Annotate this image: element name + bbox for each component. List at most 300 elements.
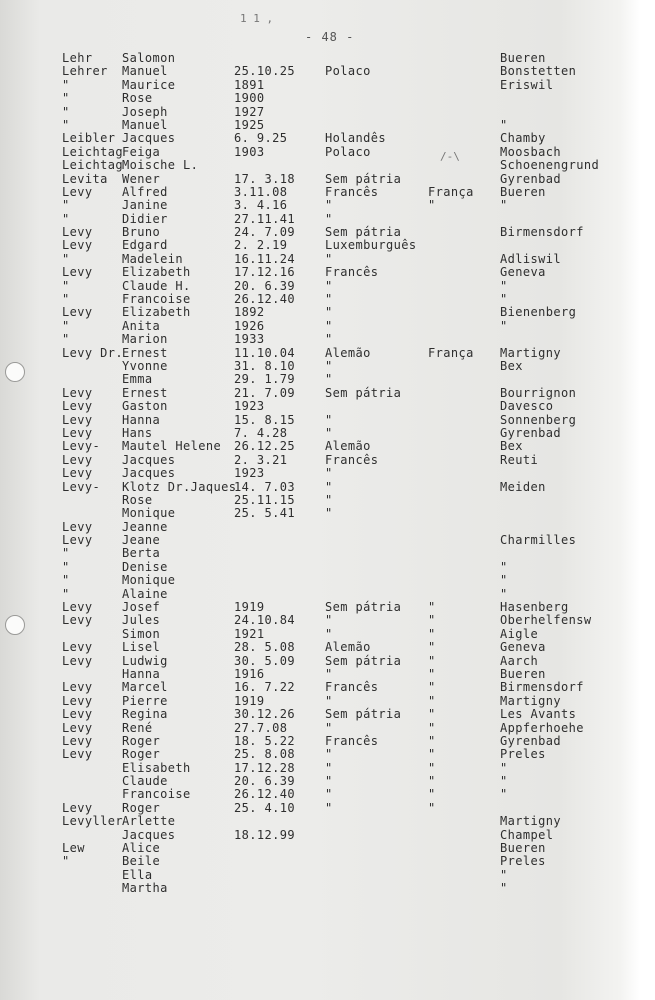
register-row [0,628,655,641]
row-place: Adliswil [500,251,561,266]
row-nationality: " [325,693,333,708]
row-nationality: " [325,666,333,681]
row-given: Bruno [122,225,161,240]
row-nationality: Alemão [325,439,371,454]
register-row [0,588,655,601]
row-place: " [500,881,508,896]
row-date: 1927 [234,104,265,119]
page-number: - 48 - [305,30,355,44]
row-place: " [500,318,508,333]
row-surname: Levy [62,600,93,615]
row-given: Wener [122,171,161,186]
row-place: Bonstetten [500,64,577,79]
row-nationality: Alemão [325,640,371,655]
row-nationality: " [325,760,333,775]
register-row [0,92,655,105]
register-row [0,360,655,373]
row-date: 25. 8.08 [234,747,295,762]
register-row [0,668,655,681]
top-handwritten-mark: 1 1 , [240,12,274,25]
row-place: Gyrenbad [500,733,561,748]
row-date: 6. 9.25 [234,131,288,146]
row-surname: Levy [62,613,93,628]
row-country: " [428,640,436,655]
register-row [0,173,655,186]
row-surname: Levy [62,184,93,199]
register-row [0,199,655,212]
row-date: 30.12.26 [234,707,295,722]
row-date: 3.11.08 [234,184,288,199]
row-given: Rose [122,492,153,507]
row-nationality: Luxemburguês [325,238,417,253]
register-row [0,521,655,534]
register-row [0,775,655,788]
row-given: Yvonne [122,358,168,373]
row-surname: Leibler [62,131,116,146]
row-nationality: " [325,626,333,641]
register-row [0,547,655,560]
row-place: Aigle [500,626,539,641]
row-given: Hanna [122,412,161,427]
row-place: Bueren [500,184,546,199]
row-place: Geneva [500,640,546,655]
row-given: Roger [122,747,161,762]
row-place: Sonnenberg [500,412,577,427]
row-nationality: " [325,506,333,521]
row-nationality: Francês [325,680,379,695]
row-place: Bienenberg [500,305,577,320]
row-given: Jeane [122,533,161,548]
row-surname: Levy [62,452,93,467]
register-row [0,507,655,520]
register-row [0,722,655,735]
row-date: 1933 [234,332,265,347]
row-date: 16.11.24 [234,251,295,266]
row-date: 31. 8.10 [234,358,295,373]
row-country: " [428,800,436,815]
row-date: 25.11.15 [234,492,295,507]
row-nationality: " [325,332,333,347]
row-surname: Levy [62,680,93,695]
row-date: 1925 [234,117,265,132]
row-place: Preles [500,854,546,869]
row-nationality: " [325,800,333,815]
row-place: " [500,867,508,882]
row-given: Rose [122,91,153,106]
row-given: Alaine [122,586,168,601]
row-country: França [428,345,474,360]
row-surname: Levy [62,412,93,427]
row-surname: " [62,586,70,601]
register-row [0,132,655,145]
row-given: Roger [122,800,161,815]
row-nationality: " [325,466,333,481]
row-given: Ludwig [122,653,168,668]
row-surname: Levy- [62,439,101,454]
register-row [0,695,655,708]
row-surname: Levita [62,171,108,186]
row-nationality: Francês [325,184,379,199]
register-row [0,815,655,828]
register-row [0,119,655,132]
row-surname: Levy [62,305,93,320]
row-given: Simon [122,626,161,641]
row-date: 16. 7.22 [234,680,295,695]
register-row [0,842,655,855]
row-place: " [500,573,508,588]
row-place: " [500,760,508,775]
row-date: 1919 [234,600,265,615]
row-country: França [428,184,474,199]
row-place: Les Avants [500,707,577,722]
row-surname: " [62,211,70,226]
register-row [0,481,655,494]
row-given: Emma [122,372,153,387]
row-place: Bueren [500,51,546,65]
row-surname: " [62,198,70,213]
row-surname: " [62,251,70,266]
register-row [0,65,655,78]
row-date: 15. 8.15 [234,412,295,427]
row-surname: Levy Dr. [62,345,123,360]
row-date: 27.7.08 [234,720,288,735]
row-nationality: " [325,358,333,373]
row-date: 26.12.40 [234,292,295,307]
row-surname: Lehrer [62,64,108,79]
register-row [0,641,655,654]
row-country: " [428,653,436,668]
row-surname: " [62,546,70,561]
register-rows [0,52,655,896]
row-given: Gaston [122,399,168,414]
row-given: Elizabeth [122,265,191,280]
row-given: Manuel [122,64,168,79]
row-surname: " [62,77,70,92]
register-row [0,574,655,587]
row-surname: Levy- [62,479,101,494]
register-row [0,79,655,92]
row-country: " [428,720,436,735]
register-row [0,414,655,427]
row-country: " [428,600,436,615]
row-surname: Levy [62,466,93,481]
register-row [0,400,655,413]
row-nationality: " [325,305,333,320]
register-row [0,293,655,306]
row-given: Arlette [122,814,176,829]
row-date: 28. 5.08 [234,640,295,655]
row-given: Monique [122,573,176,588]
row-date: 17.12.16 [234,265,295,280]
row-date: 1916 [234,666,265,681]
row-surname: " [62,292,70,307]
row-surname: Leichtag [62,144,123,159]
register-row [0,253,655,266]
row-place: Gyrenbad [500,171,561,186]
row-date: 24.10.84 [234,613,295,628]
row-country: " [428,787,436,802]
row-date: 18. 5.22 [234,733,295,748]
row-place: Champel [500,827,554,842]
register-row [0,762,655,775]
row-nationality: Francês [325,265,379,280]
row-surname: Levy [62,385,93,400]
row-given: Jeanne [122,519,168,534]
row-surname: Levy [62,533,93,548]
register-row [0,226,655,239]
row-place: Moosbach [500,144,561,159]
row-surname: Lehr [62,51,93,65]
row-place: Chamby [500,131,546,146]
row-place: Schoenengrund [500,158,600,173]
row-nationality: " [325,787,333,802]
row-nationality: Sem pátria [325,385,402,400]
row-country: " [428,666,436,681]
row-date: 25. 5.41 [234,506,295,521]
row-given: Anita [122,318,161,333]
row-country: " [428,198,436,213]
row-nationality: Sem pátria [325,225,402,240]
row-place: Geneva [500,265,546,280]
row-surname: Levy [62,800,93,815]
row-given: Regina [122,707,168,722]
row-nationality: " [325,412,333,427]
row-place: Appferhoehe [500,720,584,735]
row-nationality: " [325,198,333,213]
row-place: " [500,278,508,293]
row-nationality: " [325,292,333,307]
row-date: 27.11.41 [234,211,295,226]
row-surname: " [62,104,70,119]
row-given: Madelein [122,251,183,266]
register-row [0,855,655,868]
register-row [0,373,655,386]
row-nationality: Sem pátria [325,707,402,722]
row-date: 11.10.04 [234,345,295,360]
register-row [0,534,655,547]
row-nationality: " [325,372,333,387]
row-date: 25.10.25 [234,64,295,79]
row-date: 29. 1.79 [234,372,295,387]
row-date: 25. 4.10 [234,800,295,815]
row-date: 2. 3.21 [234,452,288,467]
row-place: Martigny [500,814,561,829]
register-row [0,735,655,748]
register-row [0,614,655,627]
row-given: Ella [122,867,153,882]
row-date: 17.12.28 [234,760,295,775]
row-date: 1919 [234,693,265,708]
row-place: Aarch [500,653,539,668]
row-given: Francoise [122,292,191,307]
row-given: Didier [122,211,168,226]
register-row [0,829,655,842]
row-date: 20. 6.39 [234,774,295,789]
row-place: " [500,586,508,601]
row-given: Berta [122,546,161,561]
row-date: 1923 [234,466,265,481]
row-place: " [500,292,508,307]
register-row [0,239,655,252]
row-surname: Levy [62,653,93,668]
row-given: Monique [122,506,176,521]
row-place: Birmensdorf [500,225,584,240]
register-row [0,467,655,480]
row-place: Hasenberg [500,600,569,615]
row-nationality: " [325,747,333,762]
register-row [0,601,655,614]
row-given: Josef [122,600,161,615]
register-row [0,427,655,440]
register-row [0,655,655,668]
row-date: 26.12.40 [234,787,295,802]
row-date: 7. 4.28 [234,425,288,440]
row-surname: " [62,573,70,588]
row-surname: Levy [62,707,93,722]
row-given: Claude H. [122,278,191,293]
register-row [0,454,655,467]
row-surname: " [62,854,70,869]
row-country: " [428,680,436,695]
row-country: " [428,733,436,748]
row-given: Jacques [122,466,176,481]
row-given: Martha [122,881,168,896]
row-given: Feiga [122,144,161,159]
row-date: 26.12.25 [234,439,295,454]
row-given: Claude [122,774,168,789]
row-nationality: " [325,211,333,226]
row-surname: Levy [62,640,93,655]
register-row [0,213,655,226]
side-ink-mark: /-\ [440,150,460,163]
row-given: Jacques [122,452,176,467]
row-surname: Levy [62,733,93,748]
row-given: Ernest [122,345,168,360]
row-nationality: " [325,479,333,494]
row-nationality: " [325,278,333,293]
row-country: " [428,760,436,775]
register-row [0,333,655,346]
row-nationality: Francês [325,733,379,748]
row-country: " [428,626,436,641]
row-nationality: " [325,613,333,628]
row-given: Elisabeth [122,760,191,775]
row-date: 14. 7.03 [234,479,295,494]
row-nationality: " [325,720,333,735]
row-place: " [500,774,508,789]
register-row [0,561,655,574]
row-date: 21. 7.09 [234,385,295,400]
row-nationality: Holandês [325,131,386,146]
row-given: Pierre [122,693,168,708]
row-surname: Levy [62,265,93,280]
row-place: Bueren [500,841,546,856]
row-given: Alfred [122,184,168,199]
row-nationality: Polaco [325,144,371,159]
register-row [0,320,655,333]
row-place: Bueren [500,666,546,681]
register-row [0,266,655,279]
row-place: " [500,117,508,132]
row-given: Marcel [122,680,168,695]
row-date: 17. 3.18 [234,171,295,186]
row-given: Mautel Helene [122,439,222,454]
row-place: Bourrignon [500,385,577,400]
row-nationality: Sem pátria [325,600,402,615]
row-place: Bex [500,439,523,454]
register-row [0,347,655,360]
row-place: " [500,787,508,802]
row-place: Birmensdorf [500,680,584,695]
register-row [0,708,655,721]
row-date: 18.12.99 [234,827,295,842]
row-given: René [122,720,153,735]
row-place: Bex [500,358,523,373]
register-row [0,280,655,293]
row-given: Hans [122,425,153,440]
row-date: 1891 [234,77,265,92]
row-given: Lisel [122,640,161,655]
row-country: " [428,774,436,789]
row-given: Jacques [122,827,176,842]
row-surname: Leichtag [62,158,123,173]
row-surname: " [62,117,70,132]
row-given: Jacques [122,131,176,146]
row-date: 3. 4.16 [234,198,288,213]
register-row [0,306,655,319]
register-row [0,159,655,172]
row-nationality: Sem pátria [325,653,402,668]
row-place: Charmilles [500,533,577,548]
row-given: Jules [122,613,161,628]
row-date: 20. 6.39 [234,278,295,293]
row-given: Francoise [122,787,191,802]
register-row [0,494,655,507]
row-given: Hanna [122,666,161,681]
row-place: Gyrenbad [500,425,561,440]
row-surname: " [62,559,70,574]
row-nationality: " [325,425,333,440]
register-row [0,681,655,694]
row-date: 1921 [234,626,265,641]
row-place: Eriswil [500,77,554,92]
row-nationality: " [325,251,333,266]
row-place: Martigny [500,345,561,360]
register-row [0,748,655,761]
row-date: 1892 [234,305,265,320]
row-date: 1903 [234,144,265,159]
row-place: Oberhelfensw [500,613,592,628]
row-surname: Levy [62,425,93,440]
row-nationality: " [325,492,333,507]
row-surname: Levyller [62,814,123,829]
row-surname: " [62,318,70,333]
row-given: Roger [122,733,161,748]
row-given: Edgard [122,238,168,253]
row-country: " [428,613,436,628]
row-surname: Levy [62,519,93,534]
row-nationality: " [325,318,333,333]
row-date: 24. 7.09 [234,225,295,240]
row-given: Denise [122,559,168,574]
row-surname: " [62,332,70,347]
row-surname: Levy [62,225,93,240]
row-country: " [428,707,436,722]
row-given: Janine [122,198,168,213]
row-surname: Levy [62,238,93,253]
row-surname: " [62,91,70,106]
row-place: Reuti [500,452,539,467]
